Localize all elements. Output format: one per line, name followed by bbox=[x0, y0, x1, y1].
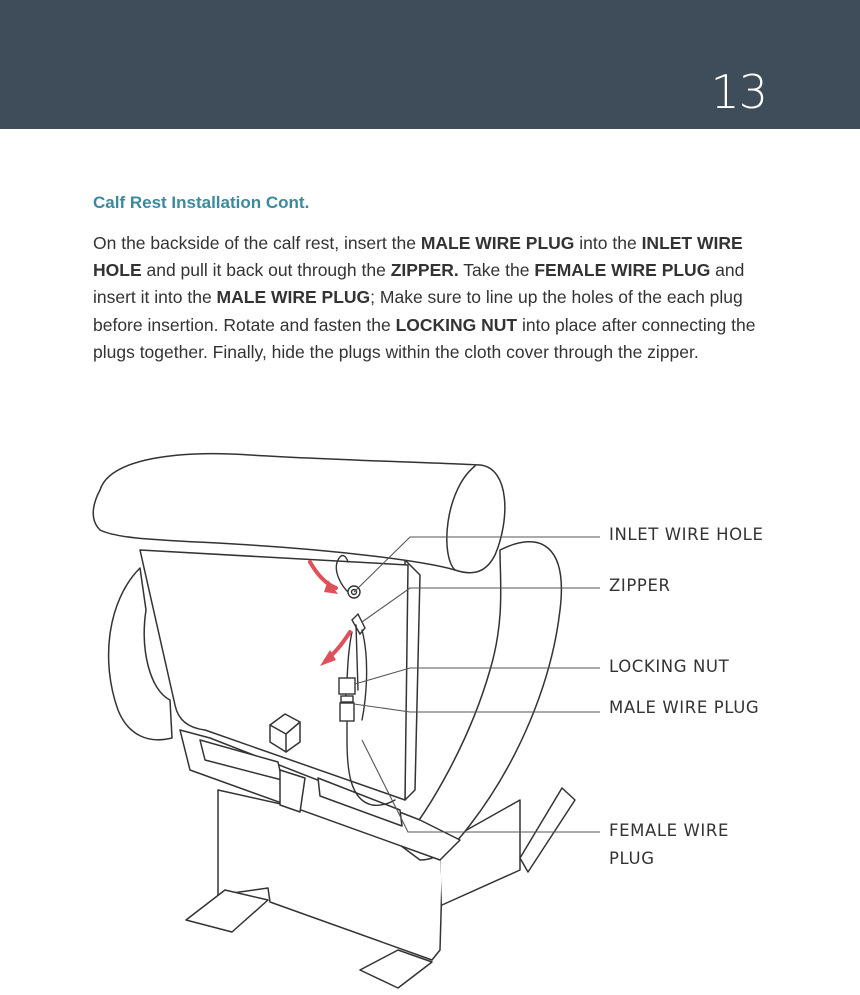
label-locking-nut: LOCKING NUT bbox=[609, 657, 730, 676]
bold-term: ZIPPER. bbox=[390, 260, 459, 281]
header-band bbox=[0, 0, 860, 129]
left-foot bbox=[186, 890, 268, 932]
bold-term: LOCKING NUT bbox=[395, 314, 518, 335]
instruction-paragraph bbox=[93, 230, 773, 366]
text-segment: and insert it into the bbox=[93, 260, 745, 308]
locking-nut bbox=[339, 678, 355, 694]
text-segment: On the backside of the calf rest, insert the bbox=[93, 233, 421, 253]
text-segment: ; Make sure to line up the holes of the each plug before insertion. Rotate and fasten the bbox=[93, 287, 743, 335]
text-segment: into the bbox=[574, 233, 642, 253]
page-number: 13 bbox=[710, 65, 767, 119]
bold-term: INLET WIRE HOLE bbox=[93, 233, 743, 281]
label-zipper: ZIPPER bbox=[609, 576, 671, 595]
bold-term: MALE WIRE PLUG bbox=[216, 287, 371, 308]
right-skid bbox=[520, 788, 575, 872]
label-male-wire-plug: MALE WIRE PLUG bbox=[609, 698, 760, 717]
text-segment: into place after connecting the plugs together. Finally, hide the plugs within the cloth cover through the zipper. bbox=[93, 314, 756, 362]
section-title: Calf Rest Installation Cont. bbox=[93, 193, 310, 212]
bold-term: FEMALE WIRE PLUG bbox=[534, 260, 711, 281]
male-wire-plug bbox=[340, 703, 354, 721]
label-female-wire-plug bbox=[609, 817, 729, 873]
label-inlet-wire-hole: INLET WIRE HOLE bbox=[609, 525, 764, 544]
text-segment: and pull it back out through the bbox=[141, 260, 391, 281]
bold-term: MALE WIRE PLUG bbox=[420, 233, 575, 253]
label-female-line1: FEMALE WIRE bbox=[609, 821, 729, 840]
text-segment: Take the bbox=[458, 260, 535, 281]
right-side-panel bbox=[400, 542, 561, 860]
label-female-line2: PLUG bbox=[609, 849, 655, 868]
center-post bbox=[280, 770, 305, 812]
